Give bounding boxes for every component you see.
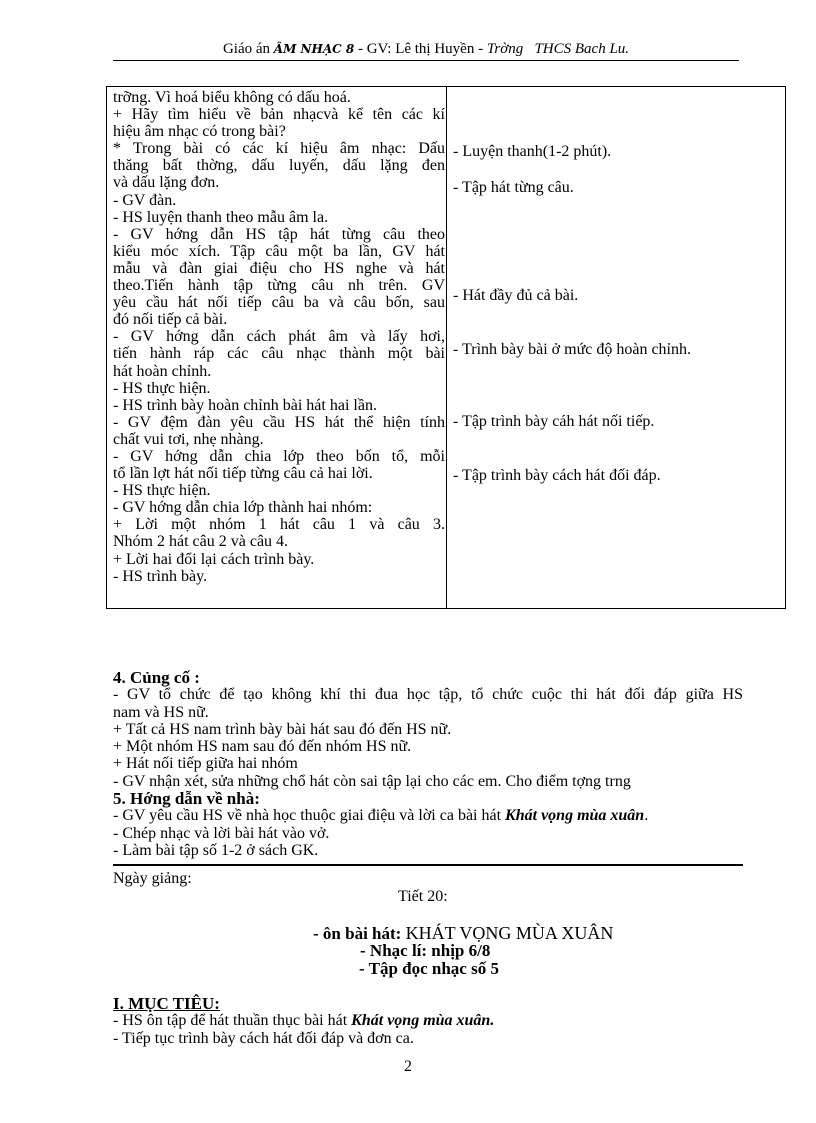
header-teacher: - GV: Lê thị Huyền -	[354, 41, 487, 57]
student-activity-item: - Luyện thanh(1-2 phút).	[453, 143, 612, 160]
homework-line-3: - Làm bài tập số 1-2 ở sách GK.	[113, 841, 319, 859]
objective-line-1-text: - HS ôn tập để hát thuần thục bài hát	[113, 1012, 352, 1030]
consolidation-section	[113, 669, 743, 859]
teacher-activity-line: kiểu móc xích. Tập câu một ba lần, GV hát	[113, 242, 445, 260]
teacher-activity-line: - HS luyện thanh theo mẫu âm la.	[113, 208, 329, 226]
header-subject: ÂM NHẠC 8	[273, 42, 355, 56]
consolidation-heading: 4. Củng cố :	[113, 668, 200, 687]
objectives-heading: I. MỤC TIÊU:	[113, 994, 220, 1013]
teacher-activity-line: - GV hớng dẫn cách phát âm và lấy hơi,	[113, 328, 445, 346]
homework-song-title: Khát vọng mùa xuân	[505, 807, 645, 825]
header-school-name: THCS Bach Lu.	[534, 41, 630, 57]
student-activity-item: - Tập hát từng câu.	[453, 179, 574, 196]
teacher-activity-line: và dấu lặng đơn.	[113, 174, 220, 192]
date-label: Ngày giảng:	[113, 870, 192, 887]
student-activity-item: - Tập trình bày cách hát đối đáp.	[453, 467, 661, 484]
sight-reading-line: - Tập đọc nhạc số 5	[359, 959, 499, 978]
objective-line-2: - Tiếp tục trình bày cách hát đối đáp và đơn ca.	[113, 1029, 414, 1047]
header-school-label: Trờng	[486, 41, 524, 57]
teacher-activity-line: đó nối tiếp cả bài.	[113, 311, 228, 329]
teacher-activity-line: - GV hớng dẫn chia lớp theo bốn tổ, mỗi	[113, 447, 445, 465]
homework-heading: 5. Hớng dẫn về nhà:	[113, 789, 260, 809]
teacher-activity-line: - HS thực hiện.	[113, 379, 211, 397]
teacher-activity-line: - GV hớng dẫn HS tập hát từng câu theo	[113, 225, 445, 243]
teacher-activity-line: - GV đàn.	[113, 191, 177, 209]
consolidation-line: + Tất cả HS nam trình bày bài hát sau đó đến HS nữ.	[113, 720, 452, 738]
consolidation-line: nam và HS nữ.	[113, 703, 209, 721]
lesson-table	[106, 86, 786, 609]
teacher-activity-line: chất vui tơi, nhẹ nhàng.	[113, 430, 264, 448]
teacher-activity-line: - GV hớng dẫn chia lớp thành hai nhóm:	[113, 499, 373, 517]
teacher-activity-line: yêu cầu hát nối tiếp câu ba và câu bốn, sau	[113, 294, 445, 312]
student-activity-item: - Trình bày bài ở mức độ hoàn chỉnh.	[453, 341, 691, 358]
page-number: 2	[404, 1058, 412, 1075]
consolidation-line: - GV tổ chức để tạo không khí thi đua học tập, tổ chức cuộc thi hát đối đáp giữa HS	[113, 686, 743, 704]
objective-line-1	[113, 1012, 743, 1029]
teacher-activity-line: * Trong bài có các kí hiệu âm nhạc: Dấu	[113, 140, 445, 158]
teacher-activity-line: - HS trình bày hoàn chỉnh bài hát hai lần.	[113, 396, 377, 414]
teacher-activity-line: tổ lần lợt hát nối tiếp từng câu cả hai lời.	[113, 465, 373, 483]
homework-line-1	[113, 807, 743, 824]
objectives-section	[113, 995, 743, 1047]
teacher-activities-column	[113, 89, 445, 585]
teacher-activity-line: mẫu và đàn giai điệu cho HS nghe và hát	[113, 259, 445, 277]
consolidation-line: - GV nhận xét, sửa những chổ hát còn sai tập lại cho các em. Cho điểm tợng trng	[113, 772, 631, 790]
table-column-divider	[446, 87, 447, 608]
header-rule	[113, 60, 739, 61]
header-prefix: Giáo án	[222, 41, 271, 57]
page-header	[113, 40, 739, 58]
teacher-activity-line: - GV đệm đàn yêu cầu HS hát thể hiện tính	[113, 413, 445, 431]
student-activity-item: - Hát đầy đủ cả bài.	[453, 287, 579, 304]
homework-line-1-end: .	[644, 807, 649, 825]
teacher-activity-line: trỡng. Vì hoá biểu không có dấu hoá.	[113, 89, 351, 106]
song-title: KHÁT VỌNG MÙA XUÂN	[405, 923, 614, 943]
teacher-activity-line: hiệu âm nhạc có trong bài?	[113, 123, 286, 141]
homework-line-2: - Chép nhạc và lời bài hát vào vở.	[113, 824, 330, 842]
homework-line-1-text: - GV yêu cầu HS về nhà học thuộc giai điệu và lời ca bài hát	[113, 807, 506, 825]
teacher-activity-line: + Lời một nhóm 1 hát câu 1 và câu 3.	[113, 516, 445, 534]
teacher-activity-line: hát hoàn chỉnh.	[113, 362, 212, 380]
period-label: Tiết 20:	[398, 888, 448, 905]
theory-line: - Nhạc lí: nhịp 6/8	[360, 941, 491, 960]
teacher-activity-line: + Hãy tìm hiểu về bản nhạcvà kể tên các kí	[113, 106, 445, 124]
teacher-activity-line: - HS thực hiện.	[113, 482, 211, 500]
consolidation-line: + Một nhóm HS nam sau đó đến nhóm HS nữ.	[113, 738, 412, 756]
teacher-activity-line: theo.Tiến hành tập từng câu nh trên. GV	[113, 277, 445, 295]
student-activity-item: - Tập trình bày cáh hát nối tiếp.	[453, 413, 655, 430]
teacher-activity-line: - HS trình bày.	[113, 567, 208, 585]
teacher-activity-line: thăng bất thờng, dấu luyến, dấu lặng đen	[113, 157, 445, 175]
section-rule	[113, 864, 743, 866]
consolidation-line: + Hát nối tiếp giữa hai nhóm	[113, 755, 298, 773]
review-prefix: - ôn bài hát:	[313, 924, 406, 943]
objective-song-title: Khát vọng mùa xuân.	[351, 1012, 495, 1030]
teacher-activity-line: Nhóm 2 hát câu 2 và câu 4.	[113, 533, 289, 551]
teacher-activity-line: tiến hành ráp các câu nhạc thành một bài	[113, 345, 445, 363]
teacher-activity-line: + Lời hai đổi lại cách trình bày.	[113, 550, 315, 568]
